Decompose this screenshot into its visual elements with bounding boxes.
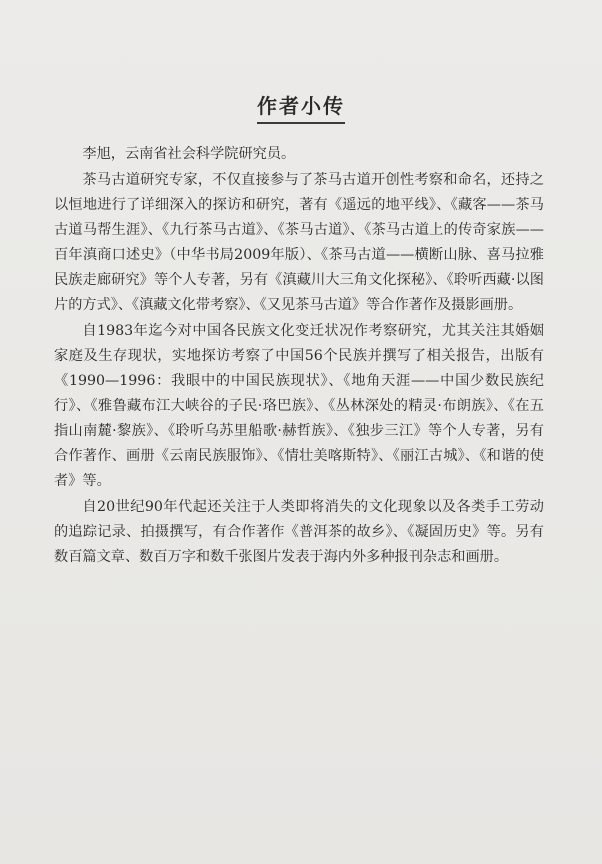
paragraph: 李旭，云南省社会科学院研究员。 [82, 146, 296, 162]
page-title-text: 作者小传 [257, 90, 345, 124]
paragraph: 自20世纪90年代起还关注于人类即将消失的文化现象以及各类手工劳动的追踪记录、拍摄撰写，有合作著作《普洱茶的故乡》、《凝固历史》等。另有数百篇文章、数百万字和数千张图片发表于海内外多种报刊杂志和画册。 [54, 499, 544, 565]
page-title [0, 90, 602, 124]
paragraph: 茶马古道研究专家，不仅直接参与了茶马古道开创性考察和命名，还持之以恒地进行了详细深入的探访和研究，著有《遥远的地平线》、《藏客——茶马古道马帮生涯》、《九行茶马古道》、《茶马古道》、《茶马古道上的传奇家族——百年滇商口述史》（中华书局2009年版）、《茶马古道——横断山脉、喜马拉雅民族走廊研究》等个人专著，另有《滇藏川大三角文化探秘》、《聆听西藏·以图片的方式》、《滇藏文化带考察》、《又见茶马古道》等合作著作及摄影画册。 [54, 172, 544, 313]
paragraph: 自1983年迄今对中国各民族文化变迁状况作考察研究，尤其关注其婚姻家庭及生存现状，实地探访考察了中国56个民族并撰写了相关报告，出版有《1990—1996：我眼中的中国民族现状》、《地角天涯——中国少数民族纪行》、《雅鲁藏布江大峡谷的子民·珞巴族》、《丛林深处的精灵·布朗族》、《在五指山南麓·黎族》、《聆听乌苏里船歌·赫哲族》、《独步三江》等个人专著，另有合作著作、画册《云南民族服饰》、《情壮美喀斯特》、《丽江古城》、《和谐的使者》等。 [54, 323, 544, 489]
body-text [54, 142, 544, 571]
